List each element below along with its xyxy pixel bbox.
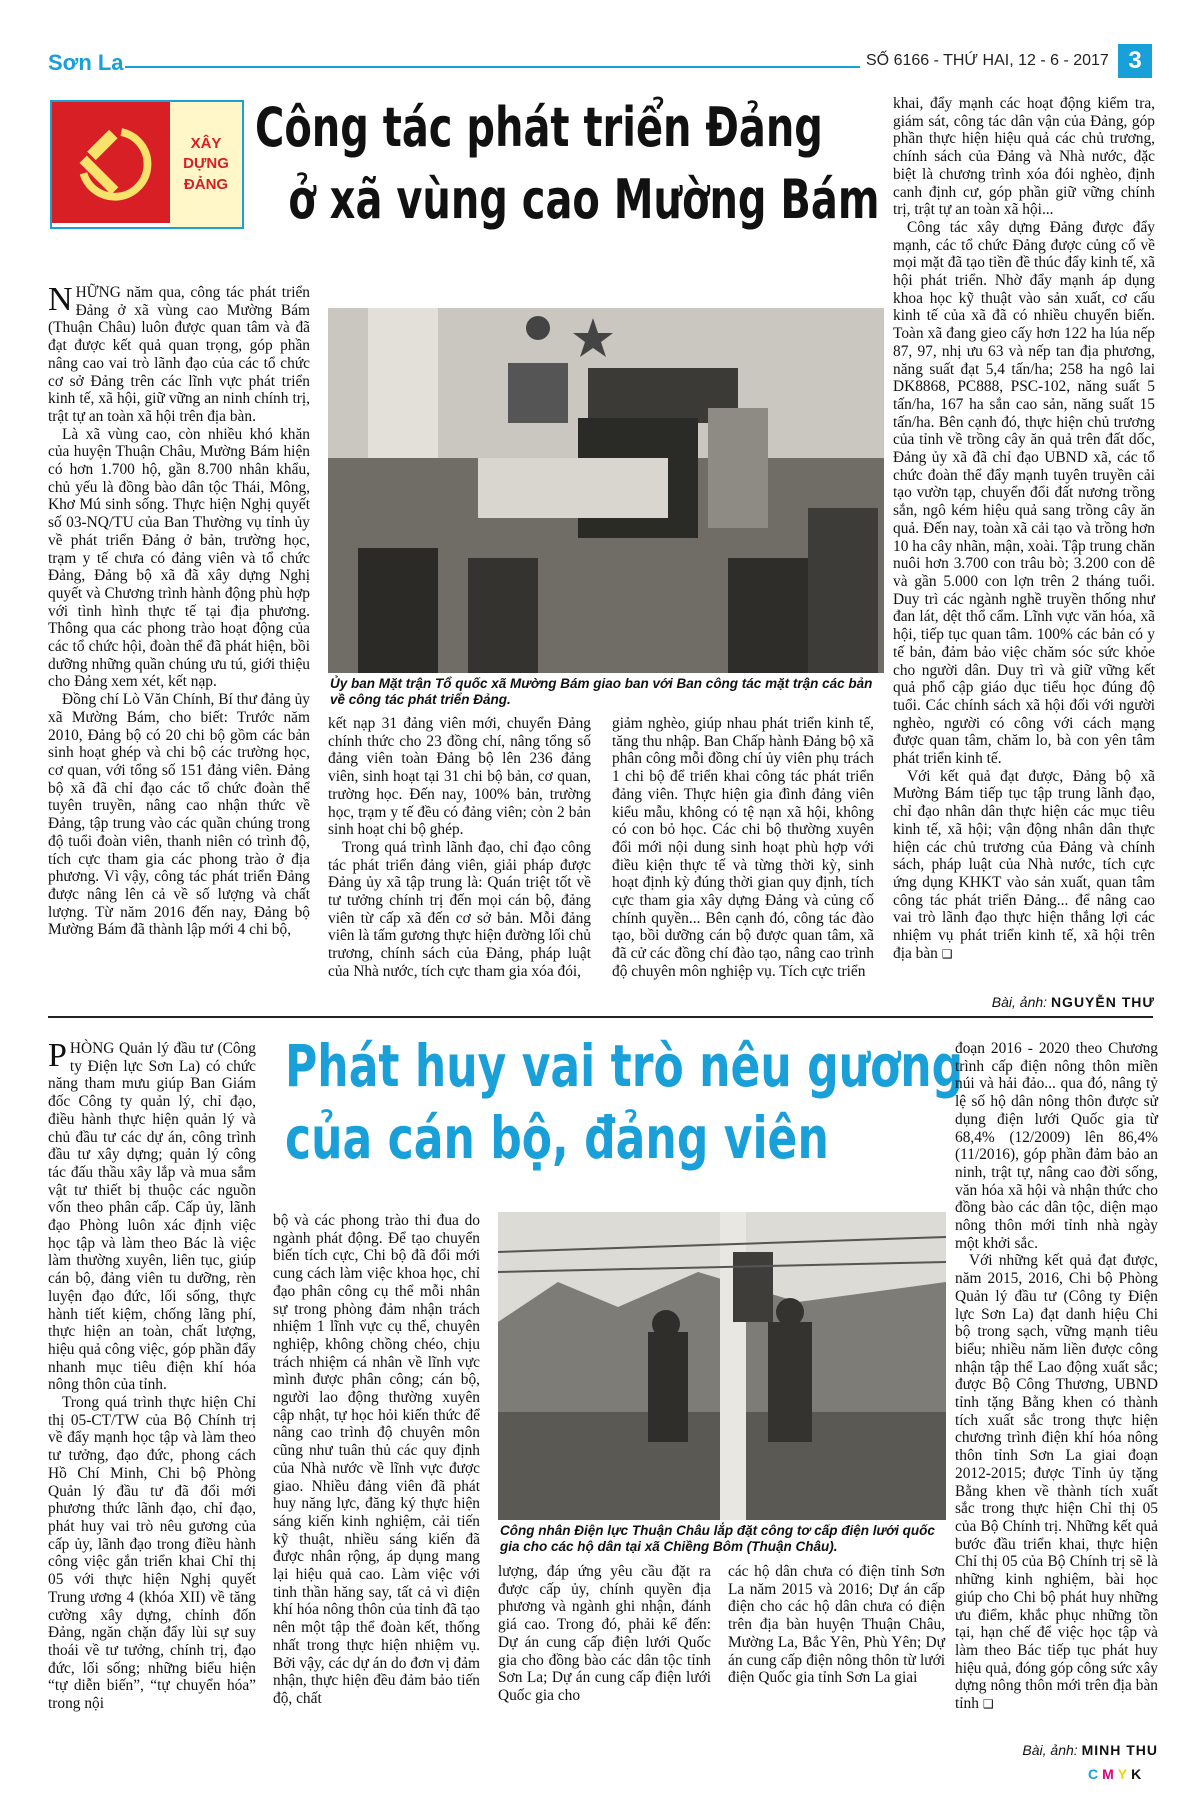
paragraph: khai, đẩy mạnh các hoạt động kiểm tra, giám sát, công tác dân vận của Đảng, góp phần thực hiện hiệu quả các chủ trương, chính sách của Đảng và Nhà nước, đặc biệt là chương trình xóa đói nghèo, định canh định cư, góp phần giữ vững chính trị, trật tự an toàn xã hội...	[893, 95, 1155, 219]
section-tag-line: DỰNG	[183, 155, 229, 173]
paragraph: bộ và các phong trào thi đua do ngành phát động. Để tạo chuyển biến tích cực, Chi bộ đã đổi mới cung cách làm việc khoa học, chỉ đạo phân công cụ thể mỗi nhân sự trong phòng đảm nhận trách nhiệm 1 lĩnh vực cụ thể, chuyên nghiệp, không chồng chéo, chịu trách nhiệm cá nhân về lĩnh vực mình được phân công; cán bộ, người lao động thường xuyên cập nhật, tự học hỏi kiến thức để nâng cao trình độ chuyên môn cũng như tuân thủ các quy định của Nhà nước về lĩnh vực được giao. Nhiều đảng viên đã phát huy năng lực, đăng ký thực hiện sáng kiến kinh nghiệm, cải tiến kỹ thuật, nhiều sáng kiến đã được nhân rộng, áp dụng mang lại hiệu quả cao. Làm việc với tinh thần hăng say, tất cả vì điện khí hóa nông thôn của tỉnh đã tạo nên một tập thể đoàn kết, thống nhất trong thực hiện nhiệm vụ. Bởi vậy, các dự án do đơn vị đảm nhận, thực hiện đều đảm bảo tiến độ, chất	[273, 1212, 480, 1707]
article1-photo	[328, 308, 884, 673]
cmyk-letter: M	[1102, 1766, 1118, 1782]
article2-photo-caption: Công nhân Điện lực Thuận Châu lắp đặt công tơ cấp điện lưới quốc gia cho các hộ dân tại xã Chiềng Bôm (Thuận Châu).	[500, 1523, 935, 1554]
paragraph: Trong quá trình lãnh đạo, chỉ đạo công tác phát triển đảng viên, giải pháp được Đảng ủy xã tập trung là: Quán triệt tốt về tư tưởng chính trị đến mọi cán bộ, đảng viên từ cấp xã đến cơ sở bản. Mỗi đảng viên là tấm gương thực hiện đường lối chủ trương, chính sách của Đảng, pháp luật của Nhà nước, tích cực tham gia xóa đói,	[328, 838, 591, 980]
article2-photo	[498, 1212, 946, 1520]
article1-col1	[48, 281, 310, 939]
author: MINH THU	[1081, 1742, 1158, 1758]
paragraph: lượng, đáp ứng yêu cầu đặt ra được cấp ủy, chính quyền địa phương và ngành ghi nhận, đánh giá cao. Trong đó, phải kể đến: Dự án cung cấp điện lưới Quốc gia cho đồng bào các dân tộc tỉnh Sơn La; Dự án cung cấp điện lưới Quốc gia cho	[498, 1563, 711, 1704]
page-number: 3	[1118, 44, 1152, 78]
paragraph: NHỮNG năm qua, công tác phát triển Đảng ở xã vùng cao Mường Bám (Thuận Châu) luôn được quan tâm và đã đạt được kết quả quan trọng, góp phần nâng cao vai trò lãnh đạo của các tổ chức cơ sở Đảng trên các lĩnh vực phát triển kinh tế, xã hội, giữ vững an ninh chính trị, trật tự an toàn xã hội trên địa bàn.	[48, 281, 310, 425]
headline-line: Phát huy vai trò nêu gương	[285, 1032, 964, 1100]
section-tag	[170, 102, 242, 227]
article2-col4	[728, 1563, 945, 1687]
hammer-sickle-icon	[52, 102, 170, 223]
article2-col1	[48, 1037, 256, 1713]
section-tag-line: XÂY	[190, 135, 222, 153]
article1-byline: Bài, ảnh: NGUYỄN THƯ	[991, 994, 1155, 1010]
dropcap: N	[48, 281, 73, 318]
paragraph: giảm nghèo, giúp nhau phát triển kinh tế, tăng thu nhập. Ban Chấp hành Đảng bộ xã phân công mỗi đồng chí ủy viên phụ trách 1 chi bộ để triển khai công tác phát triển đảng viên. Thực hiện gia đình đảng viên kiểu mẫu, không có tệ nạn xã hội, không có con bỏ học. Các chi bộ thường xuyên đổi mới nội dung sinh hoạt phù hợp với điều kiện thực tế và từng thời kỳ, sinh hoạt định kỳ đúng thời gian quy định, tích cực tham gia xây dựng Đảng và củng cố chính quyền... Bên cạnh đó, công tác đào tạo, bồi dưỡng cán bộ được quan tâm, xã đã cử các đồng chí đào tạo, nâng cao trình độ chuyên môn nghiệp vụ. Tích cực triển	[612, 715, 874, 980]
headline-line: ở xã vùng cao Mường Bám	[288, 168, 880, 231]
end-mark: ❑	[982, 1697, 994, 1712]
paragraph: Công tác xây dựng Đảng được đẩy mạnh, các tổ chức Đảng được củng cố về mọi mặt đã tạo tiền đề thúc đẩy kinh tế, xã hội phát triển. Nhờ đẩy mạnh áp dụng khoa học kỹ thuật vào sản xuất, cơ cấu kinh tế của xã đã có nhiều chuyển biến. Toàn xã đang gieo cấy hơn 122 ha lúa nếp 87, 97, nhị ưu 63 và nếp tan địa phương, năng suất đạt 5,4 tấn/ha; 258 ha ngô lai DK8868, PC888, PSC-102, năng suất 5 tấn/ha, 167 ha sắn cao sản, năng suất 15 tấn/ha. Bên cạnh đó, thực hiện chủ trương của tỉnh về trồng cây ăn quả trên đất dốc, Đảng ủy xã đã chỉ đạo UBND xã, các tổ chức đoàn thể đẩy mạnh tuyên truyền cải tạo vườn tạp, chuyển đổi đất nương trồng sắn, ngô kém hiệu quả sang trồng cây ăn quả. Đến nay, toàn xã cải tạo và trồng hơn 10 ha cây nhãn, mận, xoài. Tập trung chăn nuôi hơn 3.700 con trâu bò; 3.200 con dê và gần 5.000 con lợn trên 2 tháng tuổi. Duy trì các ngành nghề truyền thống như đan lát, dệt thổ cẩm. Lĩnh vực văn hóa, xã hội, tiếp tục quan tâm. 100% các bản có y tế bản, đảm bảo việc chăm sóc sức khỏe cho người dân. Duy trì và giữ vững kết quả phổ cập giáo dục tiểu học đúng độ tuổi. Các chính sách xã hội đối với người nghèo, người có công với cách mạng được quan tâm, chăm lo, bà con yên tâm phát triển kinh tế.	[893, 218, 1155, 768]
article2-col2	[273, 1212, 480, 1708]
paragraph: Với kết quả đạt được, Đảng bộ xã Mường Bám tiếp tục tập trung lãnh đạo, chỉ đạo nhân dân thực hiện các mục tiêu kinh tế, xã hội; vận động nhân dân thực hiện các chủ trương của Đảng và chính sách, pháp luật của Nhà nước, tích cực ứng dụng KHKT vào sản xuất, quan tâm công tác phát triển Đảng... để nâng cao vai trò lãnh đạo thực hiện thắng lợi các nhiệm vụ phát triển kinh tế, xã hội trên địa bàn ❑	[893, 767, 1155, 962]
article2-byline: Bài, ảnh: MINH THU	[1022, 1742, 1158, 1758]
dropcap: P	[48, 1037, 67, 1074]
author: NGUYỄN THƯ	[1050, 994, 1155, 1010]
paragraph: Với những kết quả đạt được, năm 2015, 2016, Chi bộ Phòng Quản lý đầu tư (Công ty Điện lực Sơn La) đạt danh hiệu Chi bộ trong sạch, vững mạnh tiêu biểu; nhiều năm liền được công nhận tập thể Lao động xuất sắc; được Bộ Công Thương, UBND tỉnh tặng Bằng khen có thành tích xuất sắc trong thực hiện chương trình điện khí hóa nông thôn tỉnh Sơn La giai đoạn 2012-2015; được Tỉnh ủy tặng Bằng khen về thành tích xuất sắc trong thực hiện Chỉ thị 05 của Bộ Chính trị. Những kết quả bước đầu triển khai, thực hiện Chỉ thị 05 của Bộ Chính trị sẽ là những kinh nghiệm, bài học giúp cho Chi bộ phát huy những ưu điểm, khắc phục những tồn tại, hạn chế để việc học tập và làm theo Bác tiếp tục phát huy hiệu quả, đóng góp công sức xây dựng nông thôn mới trên địa bàn tỉnh ❑	[955, 1252, 1158, 1713]
paragraph: đoạn 2016 - 2020 theo Chương trình cấp điện nông thôn miền núi và hải đảo... qua đó, nâng tỷ lệ số hộ dân nông thôn được sử dụng điện lưới Quốc gia từ 68,4% (12/2009) lên 86,4% (11/2016), góp phần đảm bảo an ninh, trật tự, nâng cao đời sống, văn hóa xã hội và nhận thức cho đồng bào các dân tộc, diện mạo nông thôn mới tỉnh nhà ngày một khởi sắc.	[955, 1040, 1158, 1252]
article1-photo-caption: Ủy ban Mặt trận Tổ quốc xã Mường Bám giao ban với Ban công tác mặt trận các bản về công tác phát triển Đảng.	[330, 676, 873, 707]
masthead-brand: Sơn La	[48, 50, 124, 75]
article1-headline	[255, 92, 880, 236]
cmyk-letter: K	[1131, 1766, 1146, 1782]
article-divider	[48, 1016, 1153, 1018]
issue-line: SỐ 6166 - THỨ HAI, 12 - 6 - 2017	[860, 52, 1115, 70]
paragraph: Đồng chí Lò Văn Chính, Bí thư đảng ủy xã Mường Bám, cho biết: Trước năm 2010, Đảng bộ có 20 chi bộ gồm các bản sinh hoạt ghép và chi bộ các trường học, cơ quan, với tổng số 151 đảng viên. Đảng bộ xã đã chỉ đạo các tổ chức đoàn thể tuyên truyền, nâng cao nhận thức về Đảng, tập trung vào các quần chúng trong độ tuổi đoàn viên, thanh niên có trình độ, tích cực tham gia các phong trào ở địa phương. Vì vậy, công tác phát triển Đảng được nâng lên cả về số lượng và chất lượng. Từ năm 2016 đến nay, Đảng bộ Mường Bám đã thành lập mới 4 chi bộ,	[48, 691, 310, 939]
end-mark: ❑	[941, 946, 953, 961]
paragraph: Trong quá trình thực hiện Chỉ thị 05-CT/TW của Bộ Chính trị về đẩy mạnh học tập và làm theo tư tưởng, đạo đức, phong cách Hồ Chí Minh, Chi bộ Phòng Quản lý đầu tư đã đổi mới phương thức lãnh đạo, chỉ đạo, phát huy vai trò nêu gương của cấp ủy, lãnh đạo trong điều hành công việc gắn triển khai Chỉ thị 05 với thực hiện Nghị quyết Trung ương 4 (khóa XII) về tăng cường xây dựng, chỉnh đốn Đảng, ngăn chặn đẩy lùi sự suy thoái về tư tưởng, chính trị, đạo đức, lối sống; những biểu hiện “tự diễn biến”, “tự chuyển hóa” trong nội	[48, 1394, 256, 1713]
article2-headline	[285, 1030, 964, 1174]
article1-col3	[612, 715, 874, 981]
cmyk-registration-marks	[1088, 1766, 1145, 1782]
article1-col4	[893, 95, 1155, 963]
cmyk-letter: C	[1088, 1766, 1103, 1782]
paragraph: kết nạp 31 đảng viên mới, chuyển Đảng chính thức cho 23 đồng chí, nâng tổng số đảng viên toàn Đảng bộ lên 236 đảng viên, sinh hoạt tại 31 chi bộ bản, cơ quan, trường học. Đến nay, 100% bản, trường học, trạm y tế đều có đảng viên; còn 2 bản sinh hoạt chi bộ ghép.	[328, 715, 591, 839]
paragraph: các hộ dân chưa có điện tỉnh Sơn La năm 2015 và 2016; Dự án cấp điện cho các hộ dân chưa có điện trên địa bàn huyện Thuận Châu, Mường La, Bắc Yên, Phù Yên; Dự án cung cấp điện nông thôn từ lưới điện Quốc gia tỉnh Sơn La giai	[728, 1563, 945, 1687]
section-tag-line: ĐẢNG	[183, 175, 229, 193]
masthead-rule	[125, 66, 980, 68]
article1-col2	[328, 715, 591, 981]
section-badge	[50, 100, 244, 229]
paragraph: PHÒNG Quản lý đầu tư (Công ty Điện lực Sơn La) có chức năng tham mưu giúp Ban Giám đốc Công ty quản lý, chỉ đạo, điều hành thực hiện quản lý và chủ đầu tư các dự án, công trình đầu tư xây dựng; quản lý công tác đấu thầu xây lắp và mua sắm vật tư thiết bị thuộc các nguồn vốn theo phân cấp. Cấp ủy, lãnh đạo Phòng luôn xác định việc học tập và làm theo Bác là việc làm thường xuyên, liên tục, giúp cán bộ, đảng viên tu dưỡng, rèn luyện đạo đức, lối sống, thực hành tiết kiệm, chống lãng phí, thực hiện an toàn, chất lượng, hiệu quả công việc, góp phần đẩy nhanh mục tiêu điện khí hóa nông thôn của tỉnh.	[48, 1037, 256, 1394]
paragraph: Là xã vùng cao, còn nhiều khó khăn của huyện Thuận Châu, Mường Bám hiện có hơn 1.700 hộ, gần 8.700 nhân khẩu, chủ yếu là đồng bào dân tộc Thái, Mông, Khơ Mú sinh sống. Thực hiện Nghị quyết số 03-NQ/TU của Ban Thường vụ tỉnh ủy về phát triển Đảng ở bản, trường học, trạm y tế chưa có đảng viên và tổ chức Đảng, Đảng bộ xã đã xây dựng Nghị quyết và Chương trình hành động phù hợp với tình hình thực tế tại địa phương. Thông qua các phong trào hoạt động của các tổ chức hội, đoàn thể đã phát hiện, bồi dưỡng những quần chúng ưu tú, giới thiệu cho Đảng xem xét, kết nạp.	[48, 425, 310, 691]
headline-line: của cán bộ, đảng viên	[285, 1104, 829, 1172]
headline-line: Công tác phát triển Đảng	[255, 96, 823, 159]
article2-col5	[955, 1040, 1158, 1714]
article2-col3	[498, 1563, 711, 1705]
cmyk-letter: Y	[1117, 1766, 1132, 1782]
